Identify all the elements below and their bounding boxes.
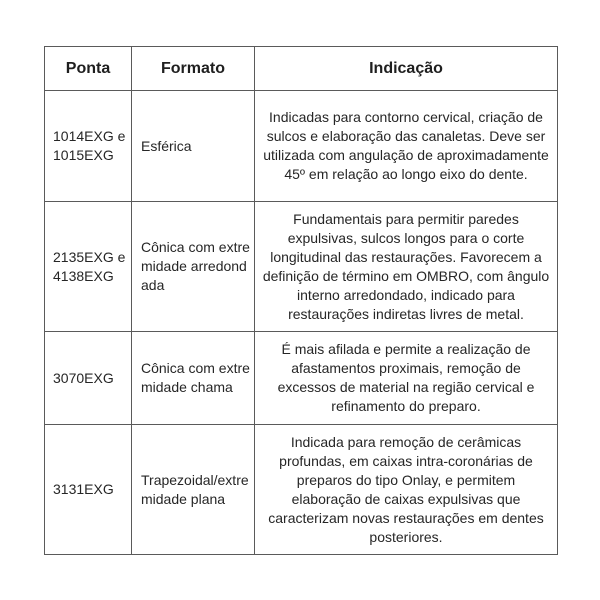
header-formato: Formato <box>132 47 255 91</box>
formato-text: Trapezoidal/extremidade plana <box>141 471 249 507</box>
header-row <box>45 47 558 91</box>
table-row <box>45 202 558 332</box>
cell-formato <box>132 425 255 555</box>
indicacao-text: É mais afilada e permite a realização de afastamentos proximais, remoção de excessos de material na região cervical e refinamento do preparo. <box>277 341 535 414</box>
table-row <box>45 332 558 425</box>
cell-formato <box>132 202 255 332</box>
ponta-text: 3070EXG <box>53 369 114 386</box>
indicacao-text: Fundamentais para permitir paredes expulsivas, sulcos longos para o corte longitudinal das restaurações. Favorecem a definição de término em OMBRO, com ângulo interno arredondado, indicado para restaurações indiretas livres de metal. <box>262 210 550 322</box>
header-indicacao: Indicação <box>255 47 558 91</box>
tip-specification-table <box>44 46 558 555</box>
ponta-text: 2135EXG e 4138EXG <box>53 248 126 284</box>
cell-ponta <box>45 91 132 202</box>
ponta-text: 3131EXG <box>53 481 114 497</box>
formato-text: Cônica com extremidade chama <box>141 360 250 395</box>
table-row <box>45 91 558 202</box>
cell-ponta <box>45 202 132 332</box>
cell-indicacao <box>255 332 558 425</box>
cell-ponta <box>45 425 132 555</box>
formato-text: Esférica <box>141 137 192 154</box>
ponta-text: 1014EXG e 1015EXG <box>53 128 126 163</box>
cell-indicacao <box>255 425 558 555</box>
cell-indicacao <box>255 202 558 332</box>
indicacao-text: Indicadas para contorno cervical, criação de sulcos e elaboração das canaletas. Deve ser utilizada com angulação de aproximadamente 45º em relação ao longo eixo do dente. <box>263 109 549 182</box>
formato-text: Cônica com extremidade arredondada <box>141 239 250 293</box>
indicacao-text: Indicada para remoção de cerâmicas profundas, em caixas intra-coronárias de preparos do tipo Onlay, e permitem elaboração de caixas expulsivas que caracterizam novas restaurações em dentes posteriores. <box>268 433 544 545</box>
cell-ponta <box>45 332 132 425</box>
cell-indicacao <box>255 91 558 202</box>
table-row <box>45 425 558 555</box>
cell-formato <box>132 91 255 202</box>
cell-formato <box>132 332 255 425</box>
header-ponta: Ponta <box>45 47 132 91</box>
